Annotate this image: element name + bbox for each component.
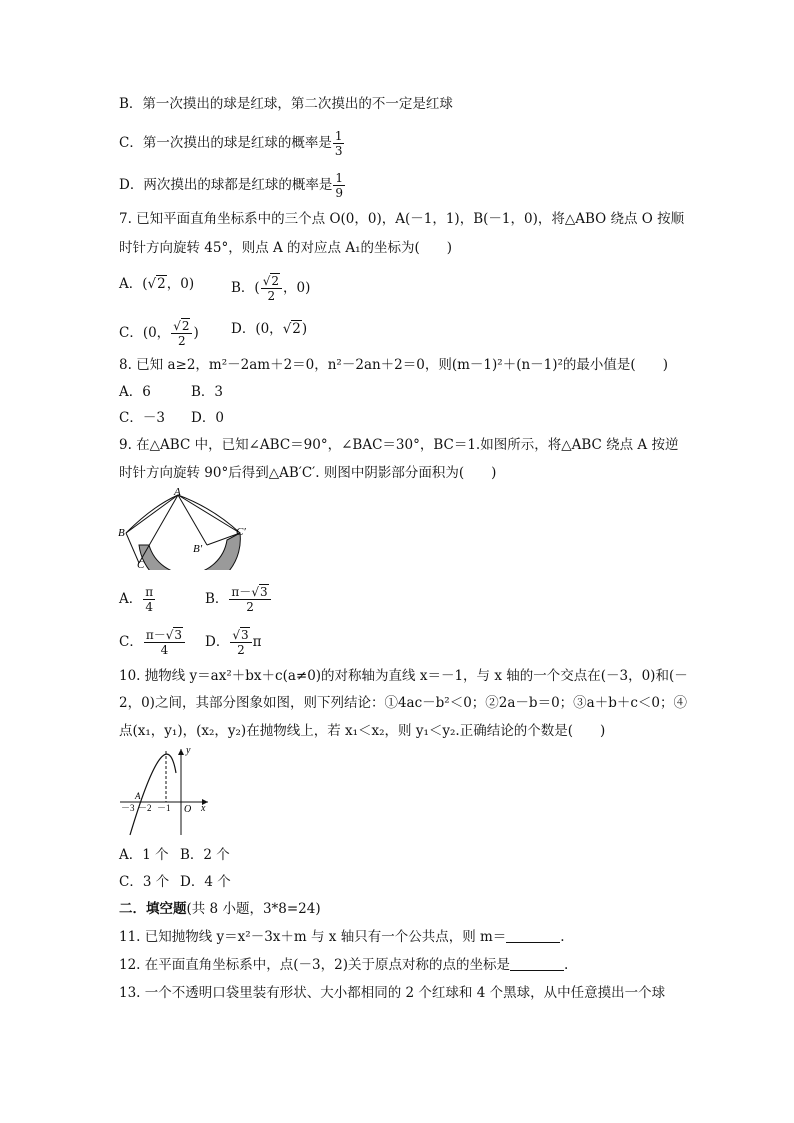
section-title: 二．填空题 xyxy=(119,901,187,917)
q10-figure xyxy=(116,745,216,840)
q10-option-c: C．3 个 xyxy=(119,874,170,890)
q9-option-b: B． $\frac{\pi-√3}{2}$ xyxy=(205,585,272,614)
q9-option-a: A． $\frac{\pi}{4}$ xyxy=(119,585,154,614)
q10-option-a: A．1 个 xyxy=(119,847,169,863)
q9-figure xyxy=(116,488,256,570)
y-axis-arrow xyxy=(178,749,184,755)
q10-line1: 10. 抛物线 y＝ax²＋bx＋c(a≠0)的对称轴为直线 x＝－1，与 x 轴的一个交点在(－3，0)和(－ xyxy=(119,668,688,684)
fraction: $\frac{1}{3}$ xyxy=(334,129,343,158)
q6-option-c-text: C．第一次摸出的球是红球的概率是 xyxy=(119,135,332,151)
q7-option-d: D．(0，√2) xyxy=(231,321,308,337)
q6-option-c xyxy=(119,129,345,158)
label-a: A xyxy=(135,791,141,801)
q13-line1: 13. 一个不透明口袋里装有形状、大小都相同的 2 个红球和 4 个黑球，从中任意摸出一个球 xyxy=(119,985,666,1001)
label-b-prime: B′ xyxy=(193,543,203,555)
sqrt: √2 xyxy=(147,276,166,292)
q10-line3: 点(x₁，y₁)，(x₂，y₂)在抛物线上，若 x₁＜x₂，则 y₁＜y₂.正确结论的个数是( ) xyxy=(119,723,606,739)
q10-option-d: D．4 个 xyxy=(180,874,231,890)
q7-option-c: C．(0， $\frac{√2}{2}$ ) xyxy=(119,319,199,348)
q10-option-b: B．2 个 xyxy=(180,847,230,863)
fraction: $\frac{\pi}{4}$ xyxy=(145,585,154,614)
q7-line2: 时针方向旋转 45°，则点 A 的对应点 A₁的坐标为( ) xyxy=(119,240,453,256)
q8-line1: 8. 已知 a≥2，m²－2am＋2＝0，n²－2an＋2＝0，则(m－1)²＋(n－1)²的最小值是( ) xyxy=(119,357,668,373)
q10-line2: 2，0)之间，其部分图象如图，则下列结论：①4ac－b²＜0；②2a－b＝0；③a＋b＋c＜0；④ xyxy=(119,695,687,711)
label-c: C xyxy=(137,559,145,570)
tick-minus-3: －3 xyxy=(121,803,135,813)
tick-minus-1: －1 xyxy=(157,803,171,813)
segment-ab2 xyxy=(178,495,207,545)
q7-option-b: B．( $\frac{√2}{2}$ ，0) xyxy=(231,274,311,303)
q8-option-b: B．3 xyxy=(191,384,224,400)
q11: 11. 已知抛物线 y＝x²－3x＋m 与 x 轴只有一个公共点，则 m＝ . xyxy=(119,929,565,945)
label-x: x xyxy=(201,803,206,814)
q7-line1: 7. 已知平面直角坐标系中的三个点 O(0，0)，A(－1，1)，B(－1，0)，将△ABO 绕点 O 按顺 xyxy=(119,211,685,227)
q12: 12. 在平面直角坐标系中，点(－3，2)关于原点对称的点的坐标是 . xyxy=(119,957,569,973)
label-o: O xyxy=(184,804,192,815)
answer-blank xyxy=(506,928,560,943)
q6-option-d-text: D．两次摸出的球都是红球的概率是 xyxy=(119,177,333,193)
label-a: A xyxy=(174,488,181,498)
arc-bc xyxy=(126,495,240,533)
fraction: $\frac{√3}{2}$ xyxy=(230,628,251,657)
q9-option-c: C． $\frac{\pi-√3}{4}$ xyxy=(119,628,186,657)
fraction: $\frac{√2}{2}$ xyxy=(171,319,192,348)
q7-option-a: A．(√2，0) xyxy=(119,276,195,292)
tick-minus-2: －2 xyxy=(138,803,152,813)
fraction: $\frac{√2}{2}$ xyxy=(261,274,282,303)
section-heading xyxy=(119,899,321,919)
q8-option-a: A．6 xyxy=(119,384,151,400)
sqrt: √2 xyxy=(282,321,301,337)
label-y: y xyxy=(186,745,191,756)
fraction: $\frac{1}{9}$ xyxy=(335,171,343,200)
label-c-prime: C′ xyxy=(236,526,246,538)
answer-blank xyxy=(510,956,564,971)
segment-ac2 xyxy=(178,495,240,533)
q6-option-b: B．第一次摸出的球是红球，第二次摸出的不一定是红球 xyxy=(119,96,453,112)
q6-option-d xyxy=(119,171,346,200)
label-b: B xyxy=(118,527,125,539)
fraction: $\frac{\pi-√3}{2}$ xyxy=(229,585,270,614)
segment-ab xyxy=(126,495,178,533)
q9-option-d: D． $\frac{√3}{2}$ π xyxy=(205,628,262,657)
q9-line2: 时针方向旋转 90°后得到△AB′C′. 则图中阴影部分面积为( ) xyxy=(119,465,497,481)
section-note: (共 8 小题，3*8=24) xyxy=(186,901,321,917)
q9-line1: 9. 在△ABC 中，已知∠ABC＝90°，∠BAC＝30°，BC＝1.如图所示，将△ABC 绕点 A 按逆 xyxy=(119,437,679,453)
q8-option-d: D．0 xyxy=(191,410,224,426)
segment-ac xyxy=(139,495,178,563)
q8-option-c: C．－3 xyxy=(119,410,165,426)
fraction: $\frac{\pi-√3}{4}$ xyxy=(144,628,185,657)
